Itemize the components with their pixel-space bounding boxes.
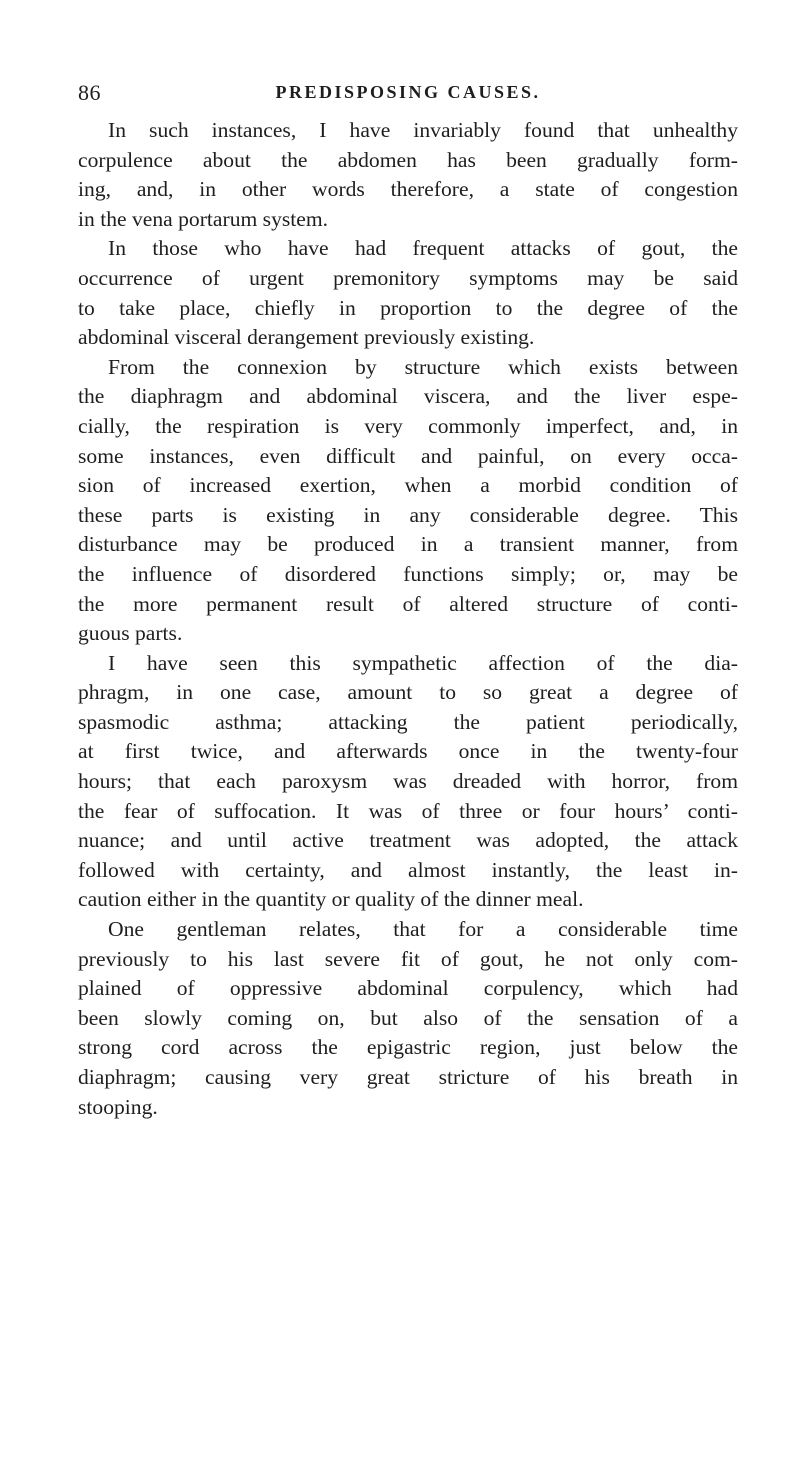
page-number: 86	[78, 80, 101, 105]
text-line: the diaphragm and abdominal viscera, and the liver espe-	[78, 384, 738, 409]
book-page	[78, 80, 738, 1122]
text-line: sion of increased exertion, when a morbid condition of	[78, 473, 738, 498]
text-line: the influence of disordered functions simply; or, may be	[78, 561, 738, 586]
text-line: plained of oppressive abdominal corpulency, which had	[78, 976, 738, 1001]
paragraph	[78, 915, 738, 1122]
text-line: guous parts.	[78, 621, 183, 646]
text-line: disturbance may be produced in a transient manner, from	[78, 532, 738, 557]
text-line: caution either in the quantity or quality of the dinner meal.	[78, 887, 584, 912]
body-text	[78, 116, 738, 1122]
text-line: at first twice, and afterwards once in the twenty-four	[78, 739, 738, 764]
text-line: In such instances, I have invariably found that unhealthy	[108, 118, 738, 142]
text-line: occurrence of urgent premonitory symptoms may be said	[78, 265, 738, 290]
text-line: stooping.	[78, 1094, 158, 1119]
text-line: to take place, chiefly in proportion to the degree of the	[78, 295, 738, 320]
text-line: spasmodic asthma; attacking the patient periodically,	[78, 709, 738, 734]
paragraph	[78, 234, 738, 352]
text-line: some instances, even difficult and painful, on every occa-	[78, 443, 738, 468]
text-line: One gentleman relates, that for a considerable time	[108, 917, 738, 942]
running-title: PREDISPOSING CAUSES.	[275, 82, 541, 102]
text-line: these parts is existing in any considerable degree. This	[78, 502, 738, 527]
text-line: strong cord across the epigastric region, just below the	[78, 1035, 738, 1060]
paragraph	[78, 116, 738, 234]
text-line: I have seen this sympathetic affection of the dia-	[108, 650, 738, 675]
text-line: in the vena portarum system.	[78, 206, 329, 231]
text-line: hours; that each paroxysm was dreaded with horror, from	[78, 769, 738, 794]
text-line: In those who have had frequent attacks of gout, the	[108, 236, 738, 261]
paragraph	[78, 649, 738, 915]
text-line: phragm, in one case, amount to so great a degree of	[78, 680, 738, 705]
paragraph	[78, 353, 738, 649]
text-line: diaphragm; causing very great stricture of his breath in	[78, 1065, 738, 1089]
running-head	[78, 80, 738, 106]
text-line: followed with certainty, and almost instantly, the least in-	[78, 857, 738, 882]
text-line: the fear of suffocation. It was of three or four hours’ conti-	[78, 798, 738, 823]
text-line: nuance; and until active treatment was adopted, the attack	[78, 828, 738, 853]
text-line: corpulence about the abdomen has been gradually form-	[78, 147, 738, 172]
text-line: cially, the respiration is very commonly imperfect, and, in	[78, 413, 738, 438]
text-line: abdominal visceral derangement previously existing.	[78, 325, 535, 350]
text-line: ing, and, in other words therefore, a state of congestion	[78, 177, 738, 202]
text-line: the more permanent result of altered structure of conti-	[78, 591, 738, 616]
text-line: From the connexion by structure which exists between	[108, 354, 738, 379]
text-line: been slowly coming on, but also of the sensation of a	[78, 1005, 738, 1030]
text-line: previously to his last severe fit of gout, he not only com-	[78, 946, 738, 971]
